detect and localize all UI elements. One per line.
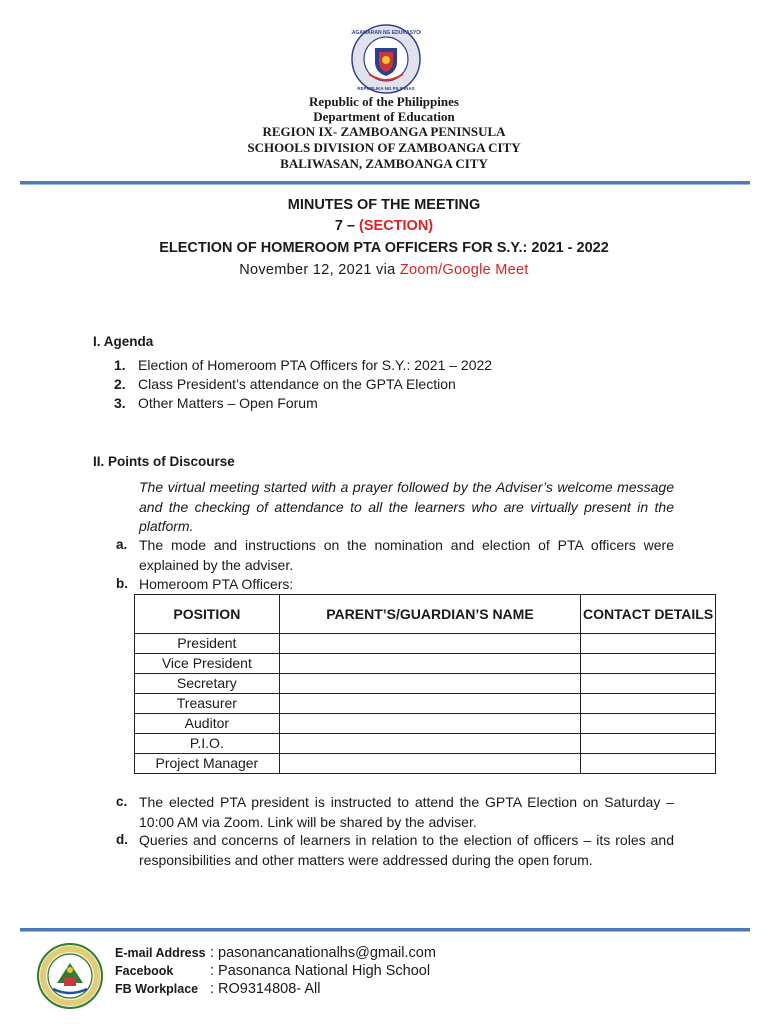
- svg-text:REPUBLIKA NG PILIPINAS: REPUBLIKA NG PILIPINAS: [357, 86, 415, 91]
- agenda-number: 3.: [114, 395, 126, 411]
- name-cell[interactable]: [279, 694, 581, 714]
- header-republic: Republic of the Philippines: [309, 94, 459, 109]
- date-text: November 12, 2021 via: [239, 262, 400, 278]
- grade-prefix: 7 –: [334, 218, 360, 234]
- email-value[interactable]: : pasonancanationalhs@gmail.com: [210, 945, 436, 961]
- discourse-heading: II. Points of Discourse: [93, 454, 235, 469]
- pasonanca-school-logo-icon: [37, 943, 103, 1009]
- point-d-text: Queries and concerns of learners in relation to the election of officers – its roles and responsibilities and other matters were addressed during the open forum.: [139, 832, 674, 868]
- position-cell: P.I.O.: [135, 734, 280, 754]
- contact-cell[interactable]: [581, 754, 716, 774]
- position-cell: Auditor: [135, 714, 280, 734]
- section-line: [0, 218, 768, 234]
- table-row: [135, 654, 716, 674]
- point-c-label: c.: [116, 794, 128, 809]
- point-a-text: The mode and instructions on the nomination and election of PTA officers were explained by the adviser.: [139, 537, 674, 573]
- meeting-subtitle: ELECTION OF HOMEROOM PTA OFFICERS FOR S.Y.: 2021 - 2022: [159, 240, 609, 256]
- table-row: [135, 694, 716, 714]
- contact-cell[interactable]: [581, 634, 716, 654]
- table-header-row: [135, 595, 716, 634]
- facebook-label: Facebook: [115, 964, 174, 978]
- agenda-item: [114, 376, 456, 392]
- header-department: Department of Education: [313, 109, 455, 124]
- agenda-item: [114, 357, 492, 373]
- workplace-label: FB Workplace: [115, 982, 199, 996]
- point-c-text: The elected PTA president is instructed to attend the GPTA Election on Saturday – 10:00 AM via Zoom. Link will be shared by the adviser.: [139, 794, 674, 830]
- email-label: E-mail Address: [115, 946, 206, 960]
- agenda-item: [114, 395, 318, 411]
- column-header-contact: CONTACT DETAILS: [581, 595, 716, 634]
- name-cell[interactable]: [279, 634, 581, 654]
- contact-cell[interactable]: [581, 674, 716, 694]
- facebook-value[interactable]: : Pasonanca National High School: [210, 963, 431, 979]
- agenda-text: Election of Homeroom PTA Officers for S.Y.: 2021 – 2022: [138, 357, 493, 373]
- position-cell: Treasurer: [135, 694, 280, 714]
- table-row: [135, 754, 716, 774]
- name-cell[interactable]: [279, 654, 581, 674]
- contact-cell[interactable]: [581, 734, 716, 754]
- point-d-label: d.: [116, 832, 128, 847]
- footer-facebook-row: [115, 962, 430, 979]
- officers-table: [134, 594, 716, 774]
- meeting-date: [0, 262, 768, 278]
- footer-email-row: [115, 944, 436, 961]
- point-b-label: b.: [116, 576, 128, 591]
- position-cell: President: [135, 634, 280, 654]
- header-region: REGION IX- ZAMBOANGA PENINSULA: [262, 124, 506, 139]
- table-row: [135, 634, 716, 654]
- contact-cell[interactable]: [581, 654, 716, 674]
- svg-text:KAGAWARAN NG EDUKASYON: KAGAWARAN NG EDUKASYON: [351, 30, 421, 36]
- section-placeholder: (SECTION): [359, 218, 434, 234]
- header-divider: [20, 181, 750, 184]
- discourse-intro: The virtual meeting started with a prayer followed by the Adviser’s welcome message and the checking of attendance to all the learners who are virtually present in the platform.: [139, 479, 674, 534]
- agenda-text: Class President’s attendance on the GPTA Election: [138, 376, 456, 392]
- footer-divider: [20, 928, 750, 931]
- position-cell: Secretary: [135, 674, 280, 694]
- agenda-number: 2.: [114, 376, 126, 392]
- column-header-position: POSITION: [135, 595, 280, 634]
- contact-cell[interactable]: [581, 714, 716, 734]
- point-a-label: a.: [116, 537, 128, 552]
- position-cell: Vice President: [135, 654, 280, 674]
- name-cell[interactable]: [279, 714, 581, 734]
- point-b-text: Homeroom PTA Officers:: [139, 576, 294, 592]
- table-row: [135, 714, 716, 734]
- footer-workplace-row: [115, 980, 320, 997]
- page-title: MINUTES OF THE MEETING: [287, 197, 481, 213]
- agenda-text: Other Matters – Open Forum: [138, 395, 318, 411]
- deped-seal-icon: [351, 24, 421, 94]
- contact-cell[interactable]: [581, 694, 716, 714]
- table-row: [135, 674, 716, 694]
- header-address: BALIWASAN, ZAMBOANGA CITY: [280, 156, 488, 171]
- name-cell[interactable]: [279, 674, 581, 694]
- table-row: [135, 734, 716, 754]
- name-cell[interactable]: [279, 734, 581, 754]
- header-division: SCHOOLS DIVISION OF ZAMBOANGA CITY: [247, 140, 521, 155]
- meeting-platform: Zoom/Google Meet: [399, 262, 529, 278]
- workplace-value[interactable]: : RO9314808- All: [210, 981, 321, 997]
- agenda-number: 1.: [114, 357, 126, 373]
- name-cell[interactable]: [279, 754, 581, 774]
- agenda-heading: I. Agenda: [93, 334, 154, 349]
- column-header-name: PARENT’S/GUARDIAN’S NAME: [279, 595, 581, 634]
- position-cell: Project Manager: [135, 754, 280, 774]
